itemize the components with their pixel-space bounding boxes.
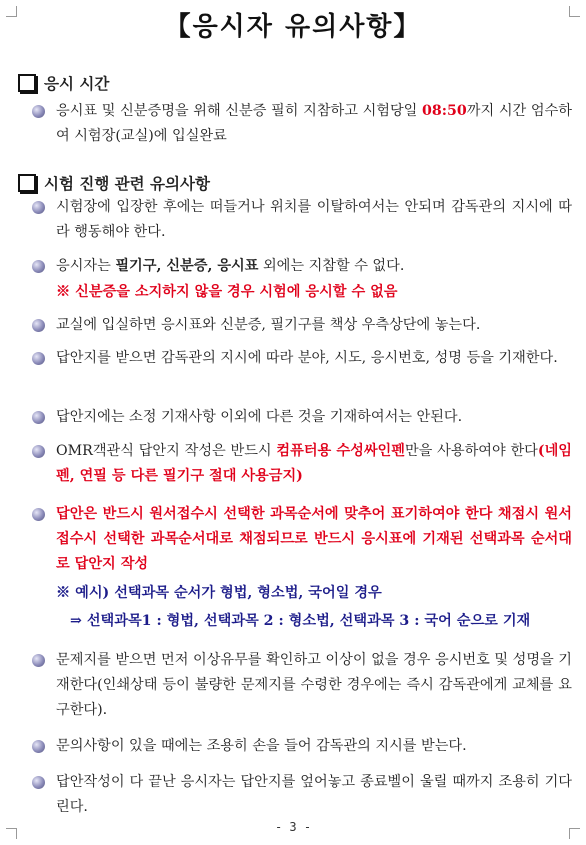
list-item	[32, 770, 572, 820]
arrival-time: 08:50	[422, 103, 467, 119]
bullet-icon	[32, 260, 45, 273]
list-item	[32, 254, 572, 279]
section-heading-label: 시험 진행 관련 유의사항	[44, 175, 210, 193]
bullet-icon	[32, 654, 45, 667]
item-text	[56, 99, 572, 149]
item-text	[56, 439, 572, 489]
forbidden-pens-note: (네임펜, 연필 등 다른 필기구 절대 사용금지)	[56, 443, 572, 484]
bullet-icon	[32, 352, 45, 365]
list-item	[32, 346, 572, 371]
list-item	[32, 313, 572, 338]
item-text: 문의사항이 있을 때에는 조용히 손을 들어 감독관의 지시를 받는다.	[56, 738, 467, 754]
checkbox-icon	[18, 74, 36, 92]
item-text-part: 만을 사용하여야 한다	[404, 443, 538, 459]
bullet-icon	[32, 319, 45, 332]
list-item	[32, 439, 572, 489]
list-item	[32, 405, 572, 430]
page-title: 【응시자 유의사항】	[164, 12, 422, 42]
bullet-icon	[32, 776, 45, 789]
item-text-part: 까지 시간 엄수하여 시험장(교실)에 입실완료	[56, 103, 572, 144]
section-heading-exam-time	[18, 72, 109, 94]
required-pen: 컴퓨터용 수성싸인펜	[276, 443, 405, 459]
item-text-part: 외에는 지참할 수 없다.	[258, 258, 405, 274]
example-detail: ⇒ 선택과목1 : 형법, 선택과목 2 : 형소법, 선택과목 3 : 국어 순으로 기재	[70, 613, 531, 629]
required-items: 필기구, 신분증, 응시표	[115, 258, 259, 274]
bullet-icon	[32, 411, 45, 424]
list-item	[32, 734, 572, 759]
item-text	[56, 254, 572, 279]
list-item	[32, 99, 572, 149]
section-heading-label: 응시 시간	[44, 75, 110, 93]
item-text: 문제지를 받으면 먼저 이상유무를 확인하고 이상이 없을 경우 응시번호 및 성명을 기재한다(인쇄상태 등이 불량한 문제지를 수령한 경우에는 즉시 감독관에게 교체를 요구한다).	[56, 652, 572, 718]
list-item	[32, 648, 572, 723]
bullet-icon	[32, 445, 45, 458]
bullet-icon	[32, 201, 45, 214]
list-item	[32, 195, 572, 245]
item-text-part: 응시자는	[56, 258, 116, 274]
id-warning: ※ 신분증을 소지하지 않을 경우 시험에 응시할 수 없음	[56, 284, 398, 300]
item-text: 답안지를 받으면 감독관의 지시에 따라 분야, 시도, 응시번호, 성명 등을 기재한다.	[56, 350, 558, 366]
item-text: 답안작성이 다 끝난 응시자는 답안지를 엎어놓고 종료벨이 울릴 때까지 조용히 기다린다.	[56, 774, 572, 815]
item-text-part: 응시표 및 신분증명을 위해 신분증 필히 지참하고 시험당일	[56, 103, 423, 119]
section-heading-exam-rules	[18, 172, 210, 194]
bullet-icon	[32, 508, 45, 521]
bullet-icon	[32, 740, 45, 753]
list-item	[32, 502, 572, 577]
checkbox-icon	[18, 174, 36, 192]
bullet-icon	[32, 105, 45, 118]
page-number: - 3 -	[274, 820, 312, 834]
item-text: 교실에 입실하면 응시표와 신분증, 필기구를 책상 우측상단에 놓는다.	[56, 317, 481, 333]
item-text-part: OMR객관식 답안지 작성은 반드시	[56, 443, 277, 459]
item-text: 시험장에 입장한 후에는 떠들거나 위치를 이탈하여서는 안되며 감독관의 지시에 따라 행동해야 한다.	[56, 199, 572, 240]
item-text: 답안지에는 소정 기재사항 이외에 다른 것을 기재하여서는 안된다.	[56, 409, 463, 425]
example-note: ※ 예시) 선택과목 순서가 형법, 형소법, 국어일 경우	[56, 585, 382, 601]
item-text: 답안은 반드시 원서접수시 선택한 과목순서에 맞추어 표기하여야 한다 채점시 원서접수시 선택한 과목순서대로 채점되므로 반드시 응시표에 기재된 선택과목 순서대로 답안지 작성	[56, 506, 572, 572]
